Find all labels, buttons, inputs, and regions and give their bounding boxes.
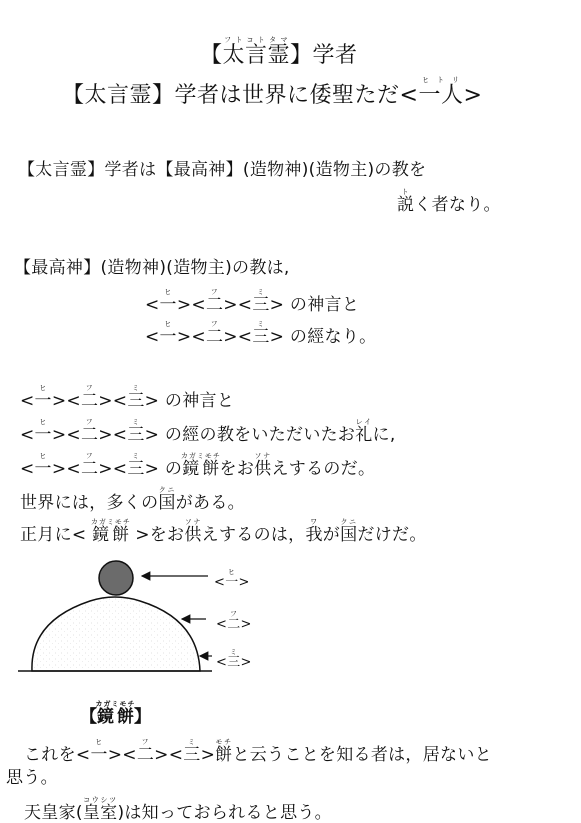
subtitle-end: > [463,83,483,108]
p2-line1: 【最高神】(造物神)(造物主)の教は, [14,258,290,278]
p4-line1: これを<一ヒ><二フ><三ミ>餅モチと云うことを知る者は，居ないと [24,738,492,765]
label-bot: <三ミ> [216,648,252,670]
p2-line3: <一ヒ><二フ><三ミ> の經なり。 [145,320,377,347]
top-ball [99,561,133,595]
p1-line1: 【太言霊】学者は【最高神】(造物神)(造物主)の教を [18,160,427,180]
kagami-mochi-diagram [0,555,300,690]
page-title [200,36,358,69]
label-mid: <二フ> [216,610,252,632]
page-subtitle [62,76,482,109]
title-bracket-open: 【 [200,43,223,68]
p3-line2: <一ヒ><二フ><三ミ> の經の教をいただいたお礼レイに, [20,418,396,445]
title-word: 太言霊フトコトタマ [222,36,291,68]
p1-line2: 説トく者なり。 [397,188,501,215]
p2-line2: <一ヒ><二フ><三ミ> の神言と [145,288,360,315]
p4-line3: 天皇家(皇室コウシツ)は知っておられると思う。 [24,796,332,823]
subtitle-word: 一人ヒトリ [418,76,464,108]
diagram-caption: 【鏡餅カガミモチ】 [80,700,151,727]
p3-line4: 世界には，多くの国クニがある。 [20,486,245,513]
title-suffix: 】学者 [290,43,358,68]
subtitle-text: 【太言霊】学者は世界に倭聖ただ< [62,83,419,108]
p3-line3: <一ヒ><二フ><三ミ> の鏡餅カガミモチをお供ソナえするのだ。 [20,452,376,479]
lower-mochi [32,597,200,671]
label-top: <一ヒ> [214,568,250,590]
p4-line2: 思う。 [6,768,58,788]
p3-line1: <一ヒ><二フ><三ミ> の神言と [20,384,235,411]
p3-line5: 正月に< 鏡餅カガミモチ >をお供ソナえするのは，我ワが国クニだけだ。 [20,518,427,545]
